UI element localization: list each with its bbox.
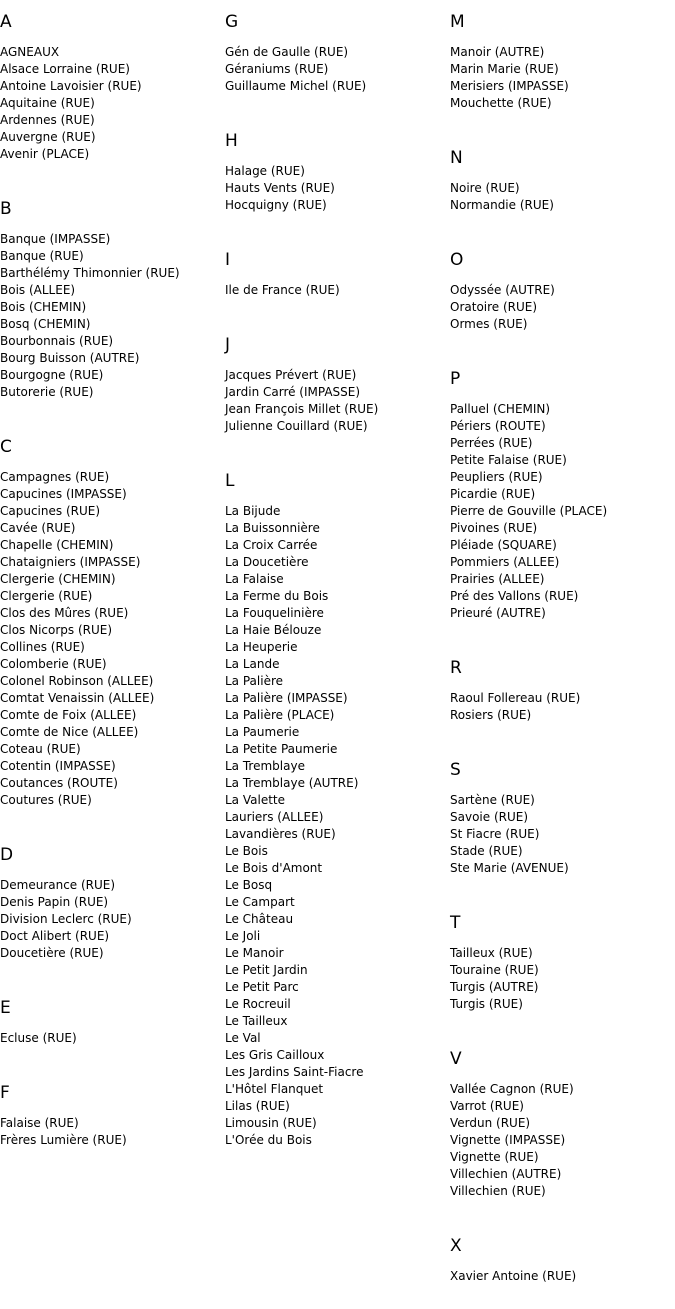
street-item: Collines (RUE) bbox=[0, 640, 85, 654]
street-list bbox=[0, 1030, 225, 1047]
street-item: Clos des Mûres (RUE) bbox=[0, 606, 129, 620]
street-item: Ormes (RUE) bbox=[450, 317, 528, 331]
street-item: Denis Papin (RUE) bbox=[0, 895, 109, 909]
street-item: Campagnes (RUE) bbox=[0, 470, 110, 484]
street-item: Pré des Vallons (RUE) bbox=[450, 589, 579, 603]
street-item: Cotentin (IMPASSE) bbox=[0, 759, 116, 773]
street-item: Villechien (AUTRE) bbox=[450, 1167, 562, 1181]
street-item: Vignette (IMPASSE) bbox=[450, 1133, 566, 1147]
street-item: Villechien (RUE) bbox=[450, 1184, 546, 1198]
street-list bbox=[450, 44, 675, 112]
street-item: Picardie (RUE) bbox=[450, 487, 536, 501]
street-item: Coutures (RUE) bbox=[0, 793, 92, 807]
street-item: Raoul Follereau (RUE) bbox=[450, 691, 581, 705]
street-item: La Tremblaye bbox=[225, 759, 305, 773]
letter-section bbox=[450, 1037, 675, 1200]
letter-heading: B bbox=[0, 199, 12, 219]
letter-section bbox=[450, 0, 675, 112]
street-item: Chataigniers (IMPASSE) bbox=[0, 555, 141, 569]
street-item: Hauts Vents (RUE) bbox=[225, 181, 335, 195]
street-item: Les Jardins Saint-Fiacre bbox=[225, 1065, 364, 1079]
street-item: La Palière (IMPASSE) bbox=[225, 691, 348, 705]
street-item: La Bijude bbox=[225, 504, 281, 518]
letter-section bbox=[225, 238, 450, 299]
street-item: La Lande bbox=[225, 657, 280, 671]
street-list bbox=[450, 945, 675, 1013]
street-item: Mouchette (RUE) bbox=[450, 96, 552, 110]
letter-heading: C bbox=[0, 437, 12, 457]
index-column bbox=[0, 0, 225, 1173]
street-item: La Tremblaye (AUTRE) bbox=[225, 776, 359, 790]
index-column bbox=[225, 0, 450, 1173]
letter-heading: V bbox=[450, 1049, 462, 1069]
street-item: Turgis (AUTRE) bbox=[450, 980, 539, 994]
street-item: La Falaise bbox=[225, 572, 284, 586]
letter-section bbox=[450, 1224, 675, 1285]
street-item: Sartène (RUE) bbox=[450, 793, 535, 807]
letter-heading: H bbox=[225, 131, 238, 151]
letter-section bbox=[225, 0, 450, 95]
letter-section bbox=[0, 833, 225, 962]
street-item: Aquitaine (RUE) bbox=[0, 96, 95, 110]
street-item: Halage (RUE) bbox=[225, 164, 305, 178]
street-item: Clergerie (RUE) bbox=[0, 589, 93, 603]
letter-section bbox=[225, 119, 450, 214]
street-item: Les Gris Cailloux bbox=[225, 1048, 325, 1062]
street-item: La Valette bbox=[225, 793, 285, 807]
street-item: La Ferme du Bois bbox=[225, 589, 329, 603]
letter-heading: N bbox=[450, 148, 463, 168]
street-list bbox=[225, 44, 450, 95]
street-item: La Paumerie bbox=[225, 725, 300, 739]
street-item: Capucines (IMPASSE) bbox=[0, 487, 127, 501]
street-item: Butorerie (RUE) bbox=[0, 385, 94, 399]
street-item: Ste Marie (AVENUE) bbox=[450, 861, 569, 875]
letter-heading: T bbox=[450, 913, 461, 933]
street-item: Jean François Millet (RUE) bbox=[225, 402, 379, 416]
street-item: La Petite Paumerie bbox=[225, 742, 338, 756]
street-item: Guillaume Michel (RUE) bbox=[225, 79, 367, 93]
street-list bbox=[225, 163, 450, 214]
letter-heading: D bbox=[0, 845, 14, 865]
letter-section bbox=[225, 459, 450, 1149]
letter-section bbox=[450, 357, 675, 622]
letter-section bbox=[225, 323, 450, 435]
street-item: Falaise (RUE) bbox=[0, 1116, 79, 1130]
street-item: Jardin Carré (IMPASSE) bbox=[225, 385, 361, 399]
street-item: Varrot (RUE) bbox=[450, 1099, 524, 1113]
street-item: Vignette (RUE) bbox=[450, 1150, 539, 1164]
street-item: La Croix Carrée bbox=[225, 538, 318, 552]
street-item: Turgis (RUE) bbox=[450, 997, 523, 1011]
street-list bbox=[225, 282, 450, 299]
letter-heading: J bbox=[225, 335, 231, 355]
street-item: Oratoire (RUE) bbox=[450, 300, 538, 314]
street-item: Bosq (CHEMIN) bbox=[0, 317, 91, 331]
street-item: Le Val bbox=[225, 1031, 261, 1045]
street-item: Le Petit Parc bbox=[225, 980, 299, 994]
street-item: Avenir (PLACE) bbox=[0, 147, 90, 161]
street-item: La Heuperie bbox=[225, 640, 298, 654]
letter-heading: F bbox=[0, 1083, 10, 1103]
street-list bbox=[450, 792, 675, 877]
street-item: Petite Falaise (RUE) bbox=[450, 453, 567, 467]
street-list bbox=[225, 367, 450, 435]
street-item: Banque (IMPASSE) bbox=[0, 232, 111, 246]
street-list bbox=[0, 877, 225, 962]
index-column bbox=[450, 0, 675, 1309]
street-item: Banque (RUE) bbox=[0, 249, 84, 263]
street-list bbox=[450, 401, 675, 622]
street-item: Bourbonnais (RUE) bbox=[0, 334, 114, 348]
street-item: Gén de Gaulle (RUE) bbox=[225, 45, 349, 59]
street-list bbox=[450, 282, 675, 333]
street-item: Bourgogne (RUE) bbox=[0, 368, 104, 382]
street-item: Coutances (ROUTE) bbox=[0, 776, 118, 790]
street-item: Capucines (RUE) bbox=[0, 504, 101, 518]
letter-section bbox=[0, 986, 225, 1047]
street-item: Vallée Cagnon (RUE) bbox=[450, 1082, 574, 1096]
letter-section bbox=[0, 425, 225, 809]
letter-heading: I bbox=[225, 250, 231, 270]
street-item: Bois (CHEMIN) bbox=[0, 300, 87, 314]
street-item: La Fouquelinière bbox=[225, 606, 324, 620]
street-item: Colonel Robinson (ALLEE) bbox=[0, 674, 154, 688]
street-list bbox=[0, 469, 225, 809]
street-item: Pléiade (SQUARE) bbox=[450, 538, 557, 552]
street-item: Coteau (RUE) bbox=[0, 742, 81, 756]
letter-heading: L bbox=[225, 471, 235, 491]
street-item: Le Joli bbox=[225, 929, 261, 943]
street-item: Clergerie (CHEMIN) bbox=[0, 572, 116, 586]
street-list bbox=[450, 1268, 675, 1285]
street-item: Odyssée (AUTRE) bbox=[450, 283, 555, 297]
street-item: La Palière bbox=[225, 674, 284, 688]
letter-heading: S bbox=[450, 760, 461, 780]
street-item: L'Orée du Bois bbox=[225, 1133, 312, 1147]
street-item: Comtat Venaissin (ALLEE) bbox=[0, 691, 155, 705]
letter-section bbox=[450, 646, 675, 724]
letter-section bbox=[0, 1071, 225, 1149]
street-item: Manoir (AUTRE) bbox=[450, 45, 545, 59]
street-item: Géraniums (RUE) bbox=[225, 62, 329, 76]
letter-section bbox=[450, 238, 675, 333]
street-item: Antoine Lavoisier (RUE) bbox=[0, 79, 142, 93]
street-item: Le Bois d'Amont bbox=[225, 861, 323, 875]
street-item: Frères Lumière (RUE) bbox=[0, 1133, 127, 1147]
street-list bbox=[0, 44, 225, 163]
street-item: Tailleux (RUE) bbox=[450, 946, 533, 960]
street-item: Ardennes (RUE) bbox=[0, 113, 95, 127]
street-list bbox=[450, 690, 675, 724]
street-item: Savoie (RUE) bbox=[450, 810, 529, 824]
street-list bbox=[0, 231, 225, 401]
street-item: Merisiers (IMPASSE) bbox=[450, 79, 569, 93]
street-item: Palluel (CHEMIN) bbox=[450, 402, 551, 416]
street-item: Lauriers (ALLEE) bbox=[225, 810, 324, 824]
street-item: Clos Nicorps (RUE) bbox=[0, 623, 113, 637]
street-item: Prairies (ALLEE) bbox=[450, 572, 545, 586]
street-item: Normandie (RUE) bbox=[450, 198, 554, 212]
street-item: La Palière (PLACE) bbox=[225, 708, 335, 722]
street-item: AGNEAUX bbox=[0, 45, 60, 59]
street-item: Le Rocreuil bbox=[225, 997, 291, 1011]
street-item: Chapelle (CHEMIN) bbox=[0, 538, 114, 552]
street-item: Pommiers (ALLEE) bbox=[450, 555, 560, 569]
letter-section bbox=[450, 136, 675, 214]
letter-heading: G bbox=[225, 12, 239, 32]
street-item: Auvergne (RUE) bbox=[0, 130, 96, 144]
street-item: Comte de Nice (ALLEE) bbox=[0, 725, 139, 739]
letter-section bbox=[450, 901, 675, 1013]
street-item: Touraine (RUE) bbox=[450, 963, 539, 977]
letter-section bbox=[0, 0, 225, 163]
letter-heading: O bbox=[450, 250, 464, 270]
street-item: Division Leclerc (RUE) bbox=[0, 912, 132, 926]
street-item: Julienne Couillard (RUE) bbox=[225, 419, 368, 433]
street-list bbox=[0, 1115, 225, 1149]
letter-heading: E bbox=[0, 998, 11, 1018]
street-list bbox=[450, 1081, 675, 1200]
street-list bbox=[450, 180, 675, 214]
street-list bbox=[225, 503, 450, 1149]
street-item: Hocquigny (RUE) bbox=[225, 198, 327, 212]
street-item: Prieuré (AUTRE) bbox=[450, 606, 546, 620]
street-item: Noire (RUE) bbox=[450, 181, 520, 195]
letter-heading: P bbox=[450, 369, 461, 389]
street-item: Lilas (RUE) bbox=[225, 1099, 290, 1113]
street-item: Le Tailleux bbox=[225, 1014, 288, 1028]
letter-section bbox=[450, 748, 675, 877]
street-item: La Haie Bélouze bbox=[225, 623, 322, 637]
street-item: Peupliers (RUE) bbox=[450, 470, 543, 484]
street-item: Jacques Prévert (RUE) bbox=[225, 368, 357, 382]
street-item: Limousin (RUE) bbox=[225, 1116, 317, 1130]
street-item: Le Bois bbox=[225, 844, 268, 858]
street-item: L'Hôtel Flanquet bbox=[225, 1082, 324, 1096]
street-item: Le Château bbox=[225, 912, 294, 926]
street-item: Ile de France (RUE) bbox=[225, 283, 340, 297]
street-item: Comte de Foix (ALLEE) bbox=[0, 708, 137, 722]
street-item: Pivoines (RUE) bbox=[450, 521, 538, 535]
letter-heading: R bbox=[450, 658, 462, 678]
street-item: Colomberie (RUE) bbox=[0, 657, 107, 671]
street-item: Doct Alibert (RUE) bbox=[0, 929, 110, 943]
street-item: Le Bosq bbox=[225, 878, 273, 892]
street-item: Doucetière (RUE) bbox=[0, 946, 104, 960]
street-item: Verdun (RUE) bbox=[450, 1116, 531, 1130]
street-item: La Buissonnière bbox=[225, 521, 320, 535]
street-item: La Doucetière bbox=[225, 555, 309, 569]
street-item: Xavier Antoine (RUE) bbox=[450, 1269, 577, 1283]
letter-heading: X bbox=[450, 1236, 462, 1256]
street-item: Ecluse (RUE) bbox=[0, 1031, 77, 1045]
street-item: St Fiacre (RUE) bbox=[450, 827, 540, 841]
street-item: Bourg Buisson (AUTRE) bbox=[0, 351, 140, 365]
street-item: Alsace Lorraine (RUE) bbox=[0, 62, 130, 76]
street-item: Rosiers (RUE) bbox=[450, 708, 532, 722]
letter-heading: M bbox=[450, 12, 465, 32]
street-item: Marin Marie (RUE) bbox=[450, 62, 559, 76]
street-item: Stade (RUE) bbox=[450, 844, 523, 858]
letter-heading: A bbox=[0, 12, 12, 32]
street-item: Périers (ROUTE) bbox=[450, 419, 546, 433]
street-item: Barthélémy Thimonnier (RUE) bbox=[0, 266, 180, 280]
street-item: Le Manoir bbox=[225, 946, 284, 960]
street-item: Perrées (RUE) bbox=[450, 436, 533, 450]
street-item: Pierre de Gouville (PLACE) bbox=[450, 504, 608, 518]
street-item: Bois (ALLEE) bbox=[0, 283, 76, 297]
letter-section bbox=[0, 187, 225, 401]
street-item: Le Campart bbox=[225, 895, 295, 909]
street-item: Demeurance (RUE) bbox=[0, 878, 116, 892]
street-item: Lavandières (RUE) bbox=[225, 827, 336, 841]
street-item: Le Petit Jardin bbox=[225, 963, 308, 977]
street-item: Cavée (RUE) bbox=[0, 521, 76, 535]
